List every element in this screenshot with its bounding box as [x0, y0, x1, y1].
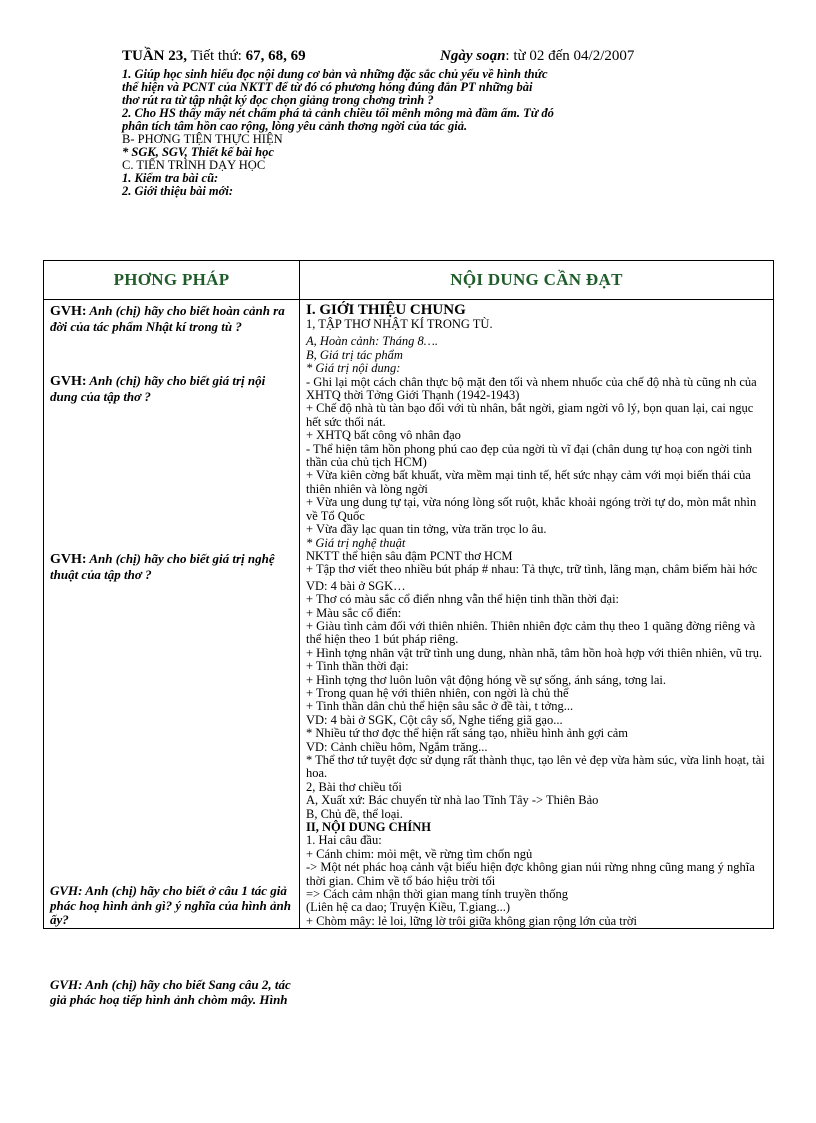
objective-line: phân tích tâm hồn cao rộng, lòng yêu cảnh thơng ngời của tác giả.: [122, 119, 468, 133]
teacher-question: [50, 374, 294, 404]
date-block: [440, 48, 634, 65]
content-line: A, Xuất xứ: Bác chuyển từ nhà lao Tĩnh Tây -> Thiên Bảo: [306, 793, 599, 808]
objective-line: thơ rút ra từ tập nhật ký đọc chọn giảng trong chơng trình ?: [122, 93, 434, 107]
teacher-question: [50, 884, 294, 928]
section-c-heading: C. TIẾN TRÌNH DẠY HỌC: [122, 158, 266, 172]
content-line: - Thể hiện tâm hồn phong phú cao đẹp của ngời tù vĩ đại (chân dung tự hoạ con ngời tinh thần của chủ tịch HCM): [306, 441, 753, 470]
content-line: + Thơ có màu sắc cổ điển nhng vẫn thể hiện tinh thần thời đại:: [306, 592, 620, 607]
content-line: A, Hoàn cảnh: Tháng 8….: [306, 334, 438, 349]
lesson-table: [43, 260, 774, 1007]
content-line: + Giàu tình cảm đối với thiên nhiên. Thiên nhiên đợc cảm thụ theo 1 quãng đờng riêng và thể hiện theo 1 bút pháp riêng.: [306, 618, 756, 647]
content-line: + Trong quan hệ với thiên nhiên, con ngời là chủ thể: [306, 685, 569, 700]
content-line: + Tinh thần dân chủ thể hiện sâu sắc ở đề tài, t tởng...: [306, 699, 574, 714]
content-line: VD: 4 bài ở SGK, Cột cây số, Nghe tiếng giã gạo...: [306, 712, 563, 727]
question-text: Anh (chị) hãy cho biết giá trị nội dung của tập thơ ?: [50, 373, 266, 404]
gv-label: GVH:: [50, 374, 87, 389]
question-text: Anh (chị) hãy cho biết hoàn cảnh ra đời của tác phẩm Nhật kí trong tù ?: [50, 303, 285, 334]
gv-label: GVH:: [50, 304, 87, 319]
question-text: Anh (chị) hãy cho biết giá trị nghệ thuật của tập thơ ?: [50, 551, 275, 582]
objective-line: 1. Giúp học sinh hiểu đọc nội dung cơ bản và những đặc sắc chủ yếu về hình thức: [122, 67, 548, 81]
section-b-heading: B- PHƠNG TIỆN THỰC HIỆN: [122, 132, 283, 146]
question-text: GVH: Anh (chị) hãy cho biết Sang câu 2, tác giả phác hoạ tiếp hình ảnh chòm mây. Hình: [50, 977, 291, 1007]
content-line: => Cách cảm nhận thời gian mang tính truyền thống: [306, 887, 568, 902]
materials-line: * SGK, SGV, Thiết kế bài học: [122, 145, 274, 159]
teacher-question: [50, 552, 294, 582]
content-line: B, Chủ đề, thể loại.: [306, 806, 403, 821]
step-line: 2. Giới thiệu bài mới:: [122, 184, 233, 198]
content-line: + Hình tợng nhân vật trữ tình ung dung, nhàn nhã, tâm hồn hoà hợp với thiên nhiên, vũ trụ.: [306, 645, 763, 660]
table-body-row: [44, 300, 774, 929]
content-line: + Vừa kiên cờng bất khuất, vừa mềm mại tinh tế, hết sức nhạy cảm với mọi biến thái của thiên nhiên và lòng ngời: [306, 468, 751, 496]
gv-label: GVH:: [50, 552, 87, 567]
content-line: VD: 4 bài ở SGK…: [306, 578, 406, 593]
content-line: + Chòm mây: lẻ loi, lững lờ trôi giữa không gian rộng lớn của trời: [306, 913, 638, 928]
content-line: + XHTQ bất công vô nhân đạo: [306, 428, 461, 443]
section-heading: I. GIỚI THIỆU CHUNG: [306, 302, 466, 318]
content-column: [300, 300, 774, 929]
content-line: * Nhiều tứ thơ đợc thể hiện rất sáng tạo, nhiều hình ảnh gợi cảm: [306, 726, 629, 741]
step-line: 1. Kiểm tra bài cũ:: [122, 171, 219, 185]
header-line: [122, 48, 722, 68]
content-line: VD: Cảnh chiều hôm, Ngắm trăng...: [306, 739, 488, 754]
content-line: + Hình tợng thơ luôn luôn vật động hóng về sự sống, ánh sáng, tơng lai.: [306, 672, 667, 687]
content-line: B, Giá trị tác phẩm: [306, 347, 403, 362]
content-line: 1. Hai câu đầu:: [306, 833, 382, 848]
method-column: [44, 300, 300, 1007]
date-value: : từ 02 đến 04/2/2007: [505, 48, 635, 64]
period-value: 67, 68, 69: [245, 48, 306, 64]
week-label: TUẦN 23,: [122, 48, 188, 64]
content-line: NKTT thể hiện sâu đậm PCNT thơ HCM: [306, 548, 513, 563]
objective-line: thể hiện và PCNT của NKTT để từ đó có phương hóng đúng đắn PT những bài: [122, 80, 533, 94]
content-line: * Giá trị nội dung:: [306, 361, 401, 376]
col-header-method: PHƠNG PHÁP: [44, 261, 300, 300]
teacher-question: [50, 978, 294, 1007]
content-line: * Thể thơ tứ tuyệt đợc sử dụng rất thành thục, tạo lên vẻ đẹp vừa hàm súc, vừa linh hoạt, tài hoa.: [306, 753, 765, 781]
content-line: + Vừa đầy lạc quan tin tởng, vừa trăn trọc lo âu.: [306, 522, 547, 537]
question-text: GVH: Anh (chị) hãy cho biết ở câu 1 tác giả phác hoạ hình ảnh gì? ý nghĩa của hình ảnh ấy?: [50, 883, 291, 927]
section-heading: II, NỘI DUNG CHÍNH: [306, 820, 432, 835]
content-line: + Vừa ung dung tự tại, vừa nóng lòng sốt ruột, khắc khoải ngóng trời tự do, mòn mắt nhìn về Tổ Quốc: [306, 495, 757, 523]
content-line: + Tinh thần thời đại:: [306, 659, 409, 674]
lesson-header: [122, 48, 722, 198]
teacher-question: [50, 304, 294, 334]
content-line: 2, Bài thơ chiều tối: [306, 779, 402, 794]
table-header-row: [44, 261, 774, 300]
content-line: + Chế độ nhà tù tàn bạo đối với tù nhân, bắt ngời, giam ngời vô lý, bọn quan lại, cai ngục hết sức thối nát.: [306, 401, 754, 429]
date-label: Ngày soạn: [440, 48, 506, 64]
content-line: (Liên hệ ca dao; Truyện Kiều, T.giang...): [306, 900, 511, 915]
content-line: -> Một nét phác hoạ cảnh vật biểu hiện đợc không gian núi rừng nhng cũng mang ý nghĩa thời gian. Chim về tổ báo hiệu trời tối: [306, 860, 755, 888]
objective-line: 2. Cho HS thấy mấy nét chấm phá tả cảnh chiều tối mênh mông mà đầm ấm. Từ đó: [122, 106, 554, 120]
content-line: + Cánh chim: mỏi mệt, về rừng tìm chốn ngủ: [306, 846, 533, 861]
period-label: Tiết thứ:: [190, 48, 242, 64]
content-line: - Ghi lại một cách chân thực bộ mặt đen tối và nhem nhuốc của chế độ nhà tù cũng nh của XHTQ thời Tởng Giới Thạnh (1942-1943): [306, 374, 757, 403]
content-line: + Tập thơ viết theo nhiều bút pháp # nhau: Tả thực, trữ tình, lãng mạn, châm biếm hài hớc: [306, 562, 758, 577]
content-line: 1, TẬP THƠ NHẬT KÍ TRONG TÙ.: [306, 317, 493, 331]
content-line: + Màu sắc cổ điển:: [306, 605, 402, 620]
content-line: * Giá trị nghệ thuật: [306, 535, 406, 550]
col-header-content: NỘI DUNG CẦN ĐẠT: [300, 261, 774, 300]
